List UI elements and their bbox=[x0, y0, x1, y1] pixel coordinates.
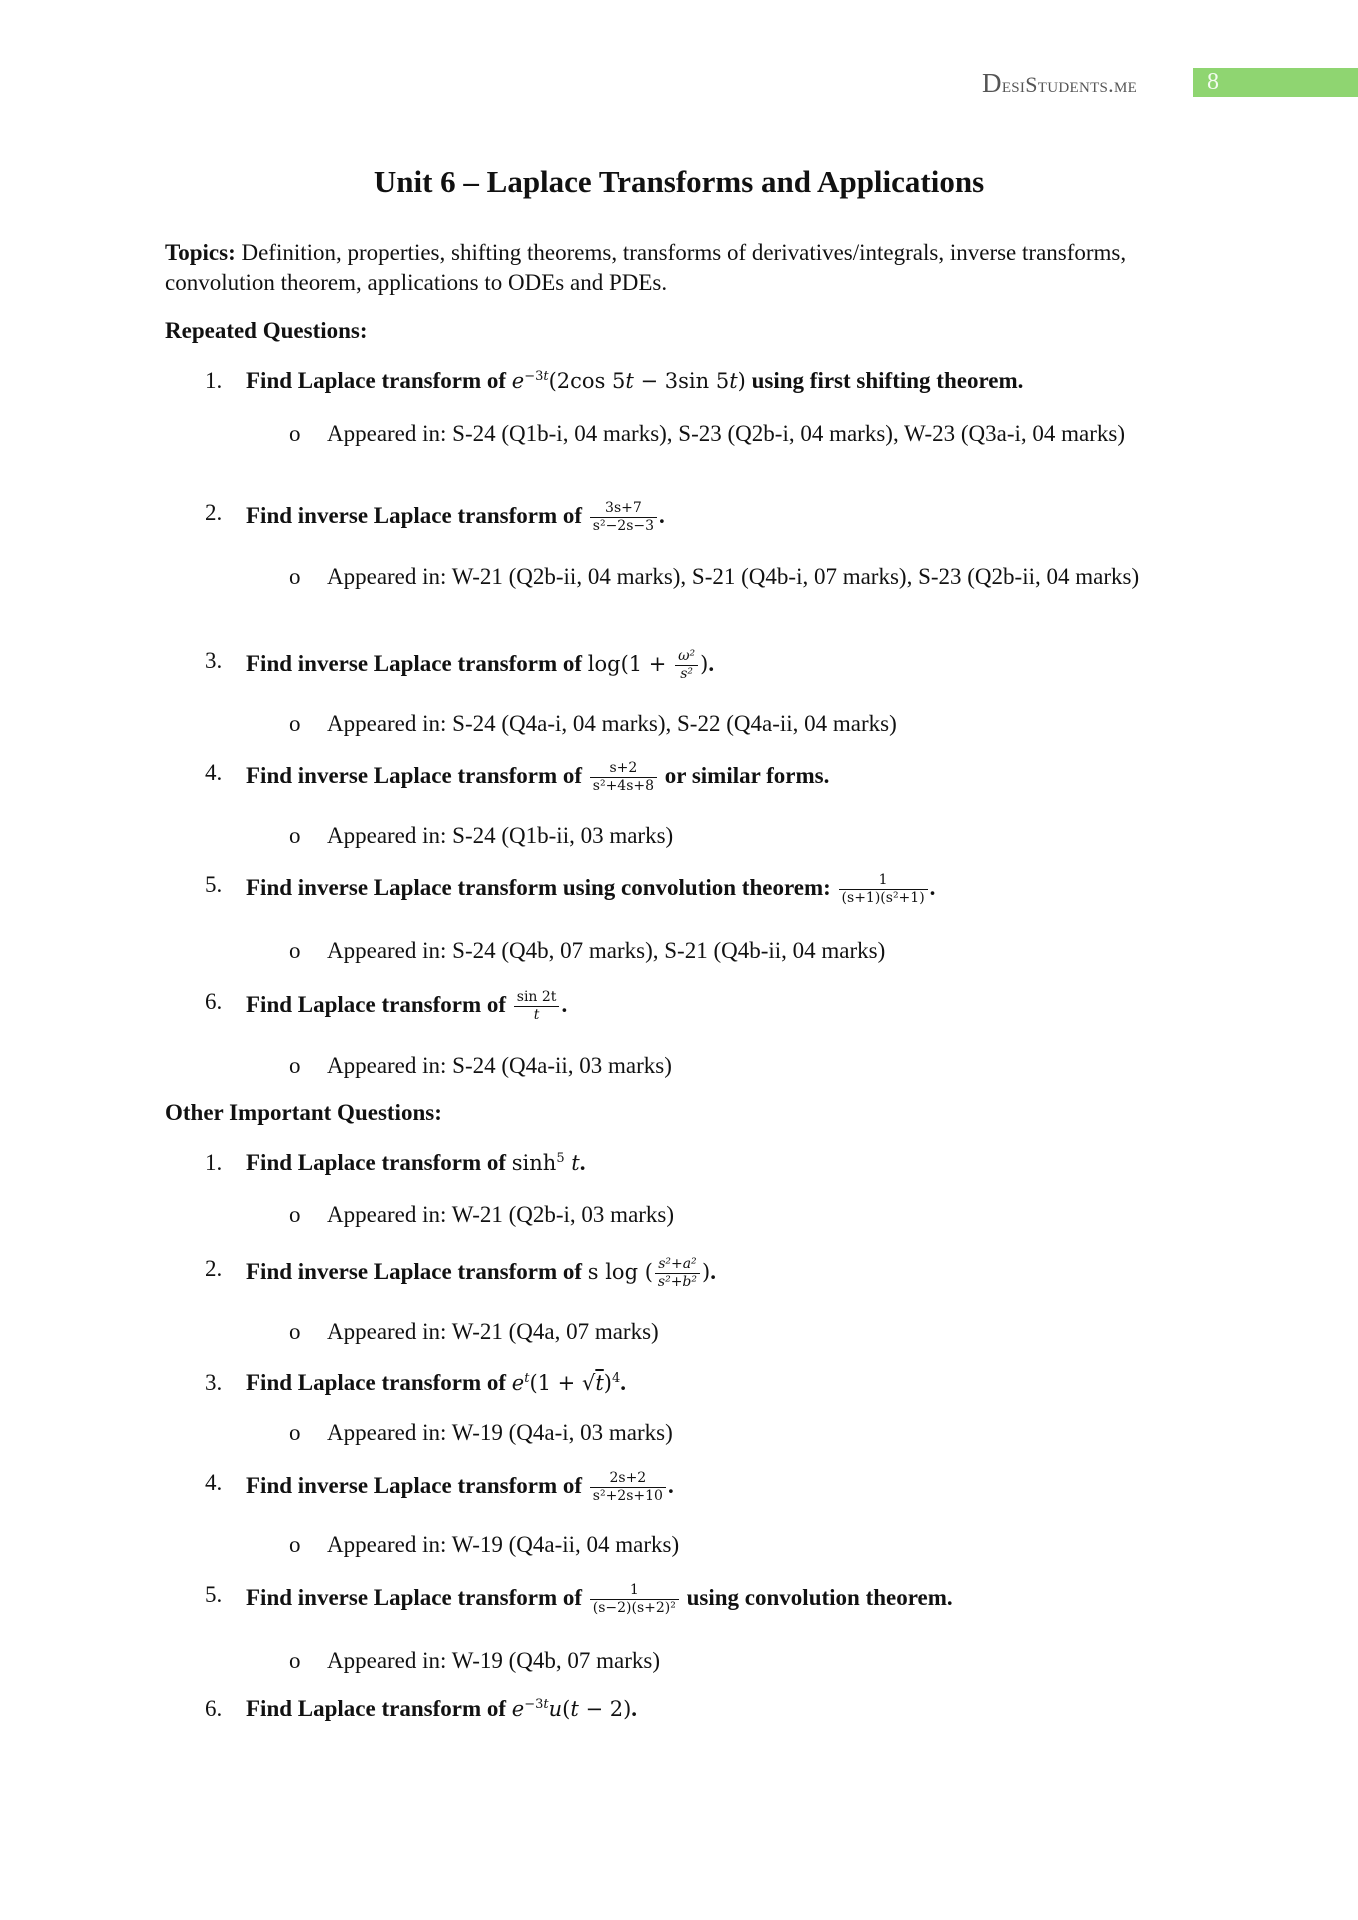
bullet-icon: o bbox=[289, 1648, 301, 1673]
question-text: Find Laplace transform of $\frac{\sin 2t}{t}$ . bbox=[246, 989, 568, 1023]
bullet-icon: o bbox=[289, 1053, 301, 1078]
question-number: 1. bbox=[205, 368, 223, 393]
question-number: 5. bbox=[205, 872, 223, 897]
question-text: Find Laplace transform of $\sinh^5 t$. bbox=[246, 1150, 586, 1175]
question-text: Find inverse Laplace transform of s log ( $\frac{\text{s²+a²}}{\text{s²+b²}}$ ). bbox=[246, 1256, 716, 1290]
appeared-in-text: Appeared in: S-24 (Q4a-i, 04 marks), S-22 (Q4a-ii, 04 marks) bbox=[327, 711, 897, 736]
site-name-text: DesiStudents.me bbox=[982, 68, 1138, 98]
appeared-in-text: Appeared in: S-24 (Q4a-ii, 03 marks) bbox=[327, 1053, 672, 1078]
bullet-icon: o bbox=[289, 1319, 301, 1344]
site-name bbox=[982, 68, 1137, 99]
appeared-in-text: Appeared in: W-19 (Q4a-i, 03 marks) bbox=[327, 1420, 673, 1445]
math-fraction: $\frac{\text{s²+a²}}{\text{s²+b²}}$ bbox=[655, 1256, 700, 1291]
question-number: 2. bbox=[205, 1256, 223, 1281]
question-text: Find inverse Laplace transform of $\frac{2s+2}{\text{s²+2s+10}}$ . bbox=[246, 1470, 674, 1504]
topics-paragraph bbox=[165, 238, 1165, 298]
question-number: 4. bbox=[205, 760, 223, 785]
appeared-in-text: Appeared in: W-19 (Q4a-ii, 04 marks) bbox=[327, 1532, 680, 1557]
math-expression: $e^{-3t}u(t - 2)$ bbox=[511, 1697, 632, 1721]
math-expression: $e^{-3t}(2\cos$ 5t − 3sin 5t) bbox=[511, 369, 746, 393]
question-text: Find inverse Laplace transform of $\frac{s+2}{\text{s²+4s+8}}$ or similar forms. bbox=[246, 760, 830, 794]
question-number: 1. bbox=[205, 1150, 223, 1175]
question-number: 4. bbox=[205, 1470, 223, 1495]
page-number: 8 bbox=[1207, 69, 1219, 95]
math-fraction: $\frac{1}{\text{(s+1)(s²+1)}}$ bbox=[839, 872, 928, 907]
math-fraction: $\frac{3s+7}{\text{s²−2s−3}}$ bbox=[590, 500, 657, 535]
bullet-icon: o bbox=[289, 711, 301, 736]
question-number: 2. bbox=[205, 500, 223, 525]
question-text: Find inverse Laplace transform using convolution theorem: $\frac{1}{\text{(s+1)(s²+1)}}$ . bbox=[246, 872, 936, 906]
topics-text: Definition, properties, shifting theorems, transforms of derivatives/integrals, inverse transforms, convolution theorem, applications to ODEs and PDEs. bbox=[165, 240, 1127, 295]
question-number: 3. bbox=[205, 648, 223, 673]
appeared-in-text: Appeared in: W-21 (Q2b-ii, 04 marks), S-21 (Q4b-i, 07 marks), S-23 (Q2b-ii, 04 marks) bbox=[327, 564, 1140, 589]
question-text: Find inverse Laplace transform of $\frac{3s+7}{\text{s²−2s−3}}$ . bbox=[246, 500, 665, 534]
appeared-in-text: Appeared in: S-24 (Q1b-ii, 03 marks) bbox=[327, 823, 674, 848]
question-text: Find Laplace transform of $e^{-3t}(2\cos$ 5t − 3sin 5t) using first shifting theorem. bbox=[246, 368, 1024, 393]
math-expression: $\sinh^5 t$ bbox=[511, 1151, 580, 1175]
bullet-icon: o bbox=[289, 823, 301, 848]
other-questions-heading: Other Important Questions: bbox=[165, 1100, 442, 1125]
bullet-icon: o bbox=[289, 421, 301, 446]
appeared-in-text: Appeared in: W-21 (Q4a, 07 marks) bbox=[327, 1319, 659, 1344]
question-text: Find inverse Laplace transform of $\frac{1}{\text{(s−2)(s+2)²}}$ using convolution theorem. bbox=[246, 1582, 953, 1616]
question-number: 3. bbox=[205, 1370, 223, 1395]
question-number: 6. bbox=[205, 1696, 223, 1721]
bullet-icon: o bbox=[289, 1532, 301, 1557]
topics-label: Topics: bbox=[165, 240, 236, 265]
repeated-questions-heading: Repeated Questions: bbox=[165, 318, 368, 343]
math-fraction: $\frac{s+2}{\text{s²+4s+8}}$ bbox=[590, 760, 657, 795]
bullet-icon: o bbox=[289, 938, 301, 963]
math-expression: $e^t(1 + √t)^4$ bbox=[511, 1371, 621, 1395]
bullet-icon: o bbox=[289, 1202, 301, 1227]
question-number: 6. bbox=[205, 989, 223, 1014]
page-number-badge bbox=[1193, 68, 1358, 97]
appeared-in-text: Appeared in: S-24 (Q4b, 07 marks), S-21 (Q4b-ii, 04 marks) bbox=[327, 938, 886, 963]
math-fraction: $\frac{\text{ω²}}{\text{s²}}$ bbox=[675, 648, 698, 683]
question-number: 5. bbox=[205, 1582, 223, 1607]
question-text: Find Laplace transform of $e^{-3t}u(t - 2)$. bbox=[246, 1696, 638, 1721]
math-fraction: $\frac{1}{\text{(s−2)(s+2)²}}$ bbox=[590, 1582, 679, 1617]
appeared-in-text: Appeared in: S-24 (Q1b-i, 04 marks), S-23 (Q2b-i, 04 marks), W-23 (Q3a-i, 04 marks) bbox=[327, 421, 1126, 446]
bullet-icon: o bbox=[289, 1420, 301, 1445]
math-fraction: $\frac{2s+2}{\text{s²+2s+10}}$ bbox=[590, 1470, 666, 1505]
appeared-in-text: Appeared in: W-19 (Q4b, 07 marks) bbox=[327, 1648, 660, 1673]
page-title: Unit 6 – Laplace Transforms and Applications bbox=[373, 164, 985, 199]
bullet-icon: o bbox=[289, 564, 301, 589]
question-text: Find inverse Laplace transform of log(1 + $\frac{\text{ω²}}{\text{s²}}$ ). bbox=[246, 648, 715, 682]
math-fraction: $\frac{\sin 2t}{t}$ bbox=[514, 989, 560, 1024]
appeared-in-text: Appeared in: W-21 (Q2b-i, 03 marks) bbox=[327, 1202, 675, 1227]
question-text: Find Laplace transform of $e^t(1 + √t)^4$. bbox=[246, 1370, 627, 1395]
